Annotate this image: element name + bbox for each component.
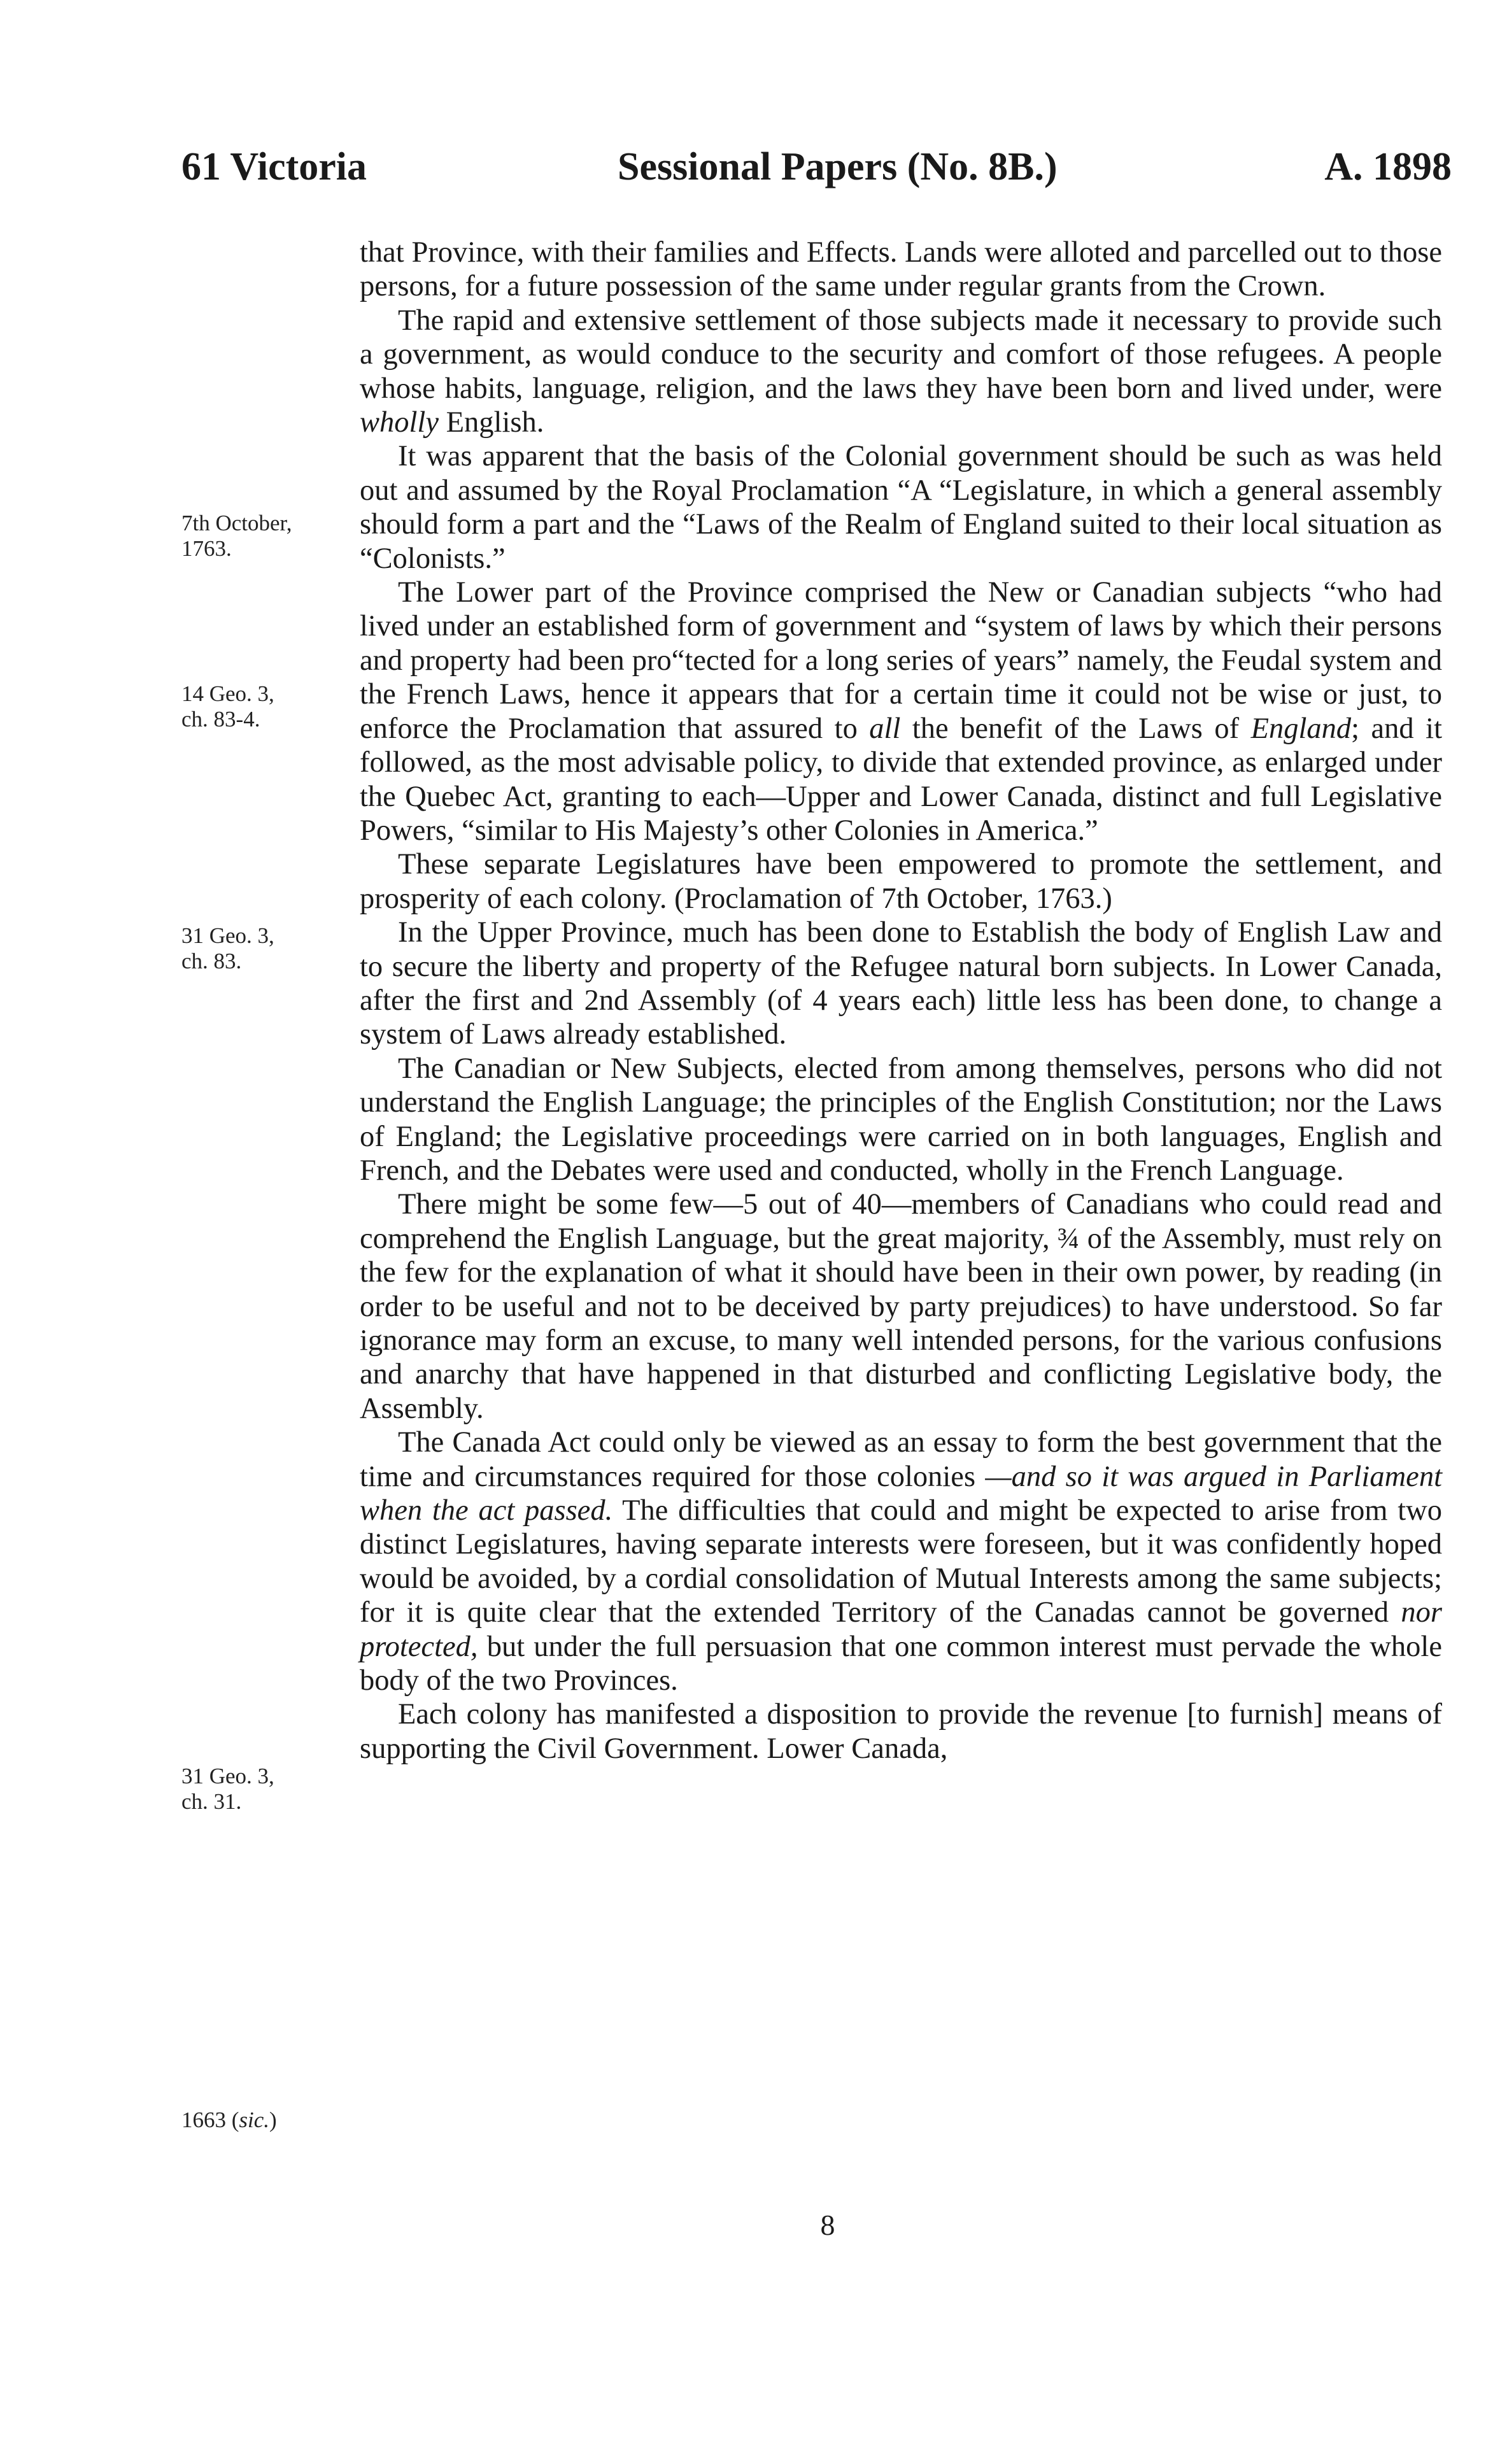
main-text-column bbox=[360, 236, 1442, 1766]
paragraph-new-subjects: The Canadian or New Subjects, elected from among themselves, persons who did not understand the English Language; the principles of the English Constitution; nor the Laws of England; the Legislative proceedings were carried on in both languages, English and French, and the Debates were used and conducted, wholly in the French Language. bbox=[360, 1052, 1442, 1187]
text-run: The Lower part of the Province comprised the New or Canadian subjects “who had lived under an established form of government and “system of laws by which their persons and property had been pro“tected for a long series of years” namely, the Feudal system and the French Laws, hence it appears that for a certain time it could not be wise or just, to enforce the Proclamation that assured to bbox=[360, 576, 1442, 745]
italic-run: —and so it was argued in Parliament when the act passed. bbox=[360, 1460, 1442, 1527]
paragraph-members: There might be some few—5 out of 40—members of Canadians who could read and comprehend the English Language, but the great majority, ¾ of the Assembly, must rely on the few for the explanation of what it should have been in their own power, by reading (in order to be useful and not to be deceived by party prejudices) to have understood. So far ignorance may form an excuse, to many well intended persons, for the various confusions and anarchy that have happened in that disturbed and conflicting Legislative body, the Assembly. bbox=[360, 1188, 1442, 1425]
margin-note-line: ch. 31. bbox=[181, 1789, 242, 1814]
paragraph-upper-province: In the Upper Province, much has been done to Establish the body of English Law and to secure the liberty and property of the Refugee natural born subjects. In Lower Canada, after the first and 2nd Assembly (of 4 years each) little less has been done, to change a system of Laws already established. bbox=[360, 916, 1442, 1051]
margin-note-sic: sic. bbox=[239, 2107, 270, 2132]
header-year: A. 1898 bbox=[1324, 145, 1452, 188]
margin-note-line: ch. 83. bbox=[181, 949, 242, 974]
margin-note-line: 31 Geo. 3, bbox=[181, 923, 274, 948]
text-run: the benefit of the Laws of bbox=[900, 712, 1251, 745]
header-regnal-year: 61 Victoria bbox=[181, 145, 367, 188]
margin-note-line: 1763. bbox=[181, 536, 232, 561]
text-run: ; and it followed, as the most advisable policy, to divide that extended province, as enlarged under the Quebec Act, granting to each—Upper and Lower Canada, distinct and full Legislative Powers, “similar to His Majesty’s other Colonies in America.” bbox=[360, 712, 1442, 847]
margin-note-year: 1663 ( bbox=[181, 2107, 239, 2132]
page-number: 8 bbox=[820, 2209, 835, 2241]
margin-note-line: 7th October, bbox=[181, 511, 292, 535]
paragraph-lower-province bbox=[360, 576, 1442, 847]
running-header bbox=[181, 141, 1452, 192]
italic-run: England bbox=[1250, 712, 1352, 745]
paragraph-separate-legislatures: These separate Legislatures have been empowered to promote the settlement, and prosperity of each colony. (Proclamation of 7th October, 1763.) bbox=[360, 848, 1442, 915]
margin-note-line: 31 Geo. 3, bbox=[181, 1764, 274, 1788]
paragraph-revenue: Each colony has manifested a disposition to provide the revenue [to furnish] means of supporting the Civil Government. Lower Canada, bbox=[360, 1698, 1442, 1765]
margin-note-statute-31-geo-3-ch83 bbox=[181, 923, 341, 974]
margin-note-line: 14 Geo. 3, bbox=[181, 681, 274, 706]
paragraph-canada-act bbox=[360, 1426, 1442, 1697]
margin-note-line: ch. 83-4. bbox=[181, 707, 260, 732]
header-publication-title: Sessional Papers (No. 8B.) bbox=[618, 145, 1058, 188]
margin-note-statute-14-geo-3 bbox=[181, 681, 341, 732]
paragraph-royal-proclamation: It was apparent that the basis of the Colonial government should be such as was held out and assumed by the Royal Proclamation “A “Legislature, in which a general assembly should form a part and the “Laws of the Realm of England suited to their local situation as “Colonists.” bbox=[360, 440, 1442, 575]
italic-run: wholly bbox=[360, 406, 439, 439]
text-run: The Canada Act could only be viewed as an essay to form the best government that the time and circumstances required for those colonies bbox=[360, 1426, 1442, 1493]
text-run: but under the full persuasion that one common interest must pervade the whole body of the two Provinces. bbox=[360, 1630, 1442, 1697]
margin-note-1663-sic bbox=[181, 2107, 341, 2133]
italic-run: nor protected, bbox=[360, 1596, 1442, 1663]
margin-note-statute-31-geo-3-ch31 bbox=[181, 1764, 341, 1815]
italic-run: all bbox=[869, 712, 901, 745]
text-run: The rapid and extensive settlement of those subjects made it necessary to provide such a government, as would conduce to the security and comfort of those refugees. A people whose habits, language, religion, and the laws they have been born and lived under, were bbox=[360, 304, 1442, 405]
paragraph-continued: that Province, with their families and Effects. Lands were alloted and parcelled out to those persons, for a future possession of the same under regular grants from the Crown. bbox=[360, 236, 1442, 303]
margin-note-close-paren: ) bbox=[269, 2107, 277, 2132]
text-run: The difficulties that could and might be expected to arise from two distinct Legislatures, having separate interests were foreseen, but it was confidently hoped would be avoided, by a cordial consolidation of Mutual Interests among the same subjects; for it is quite clear that the extended Territory of the Canadas cannot be governed bbox=[360, 1494, 1442, 1629]
text-run: English. bbox=[439, 406, 544, 439]
paragraph-settlement bbox=[360, 304, 1442, 440]
margin-note-proclamation-date bbox=[181, 511, 341, 562]
